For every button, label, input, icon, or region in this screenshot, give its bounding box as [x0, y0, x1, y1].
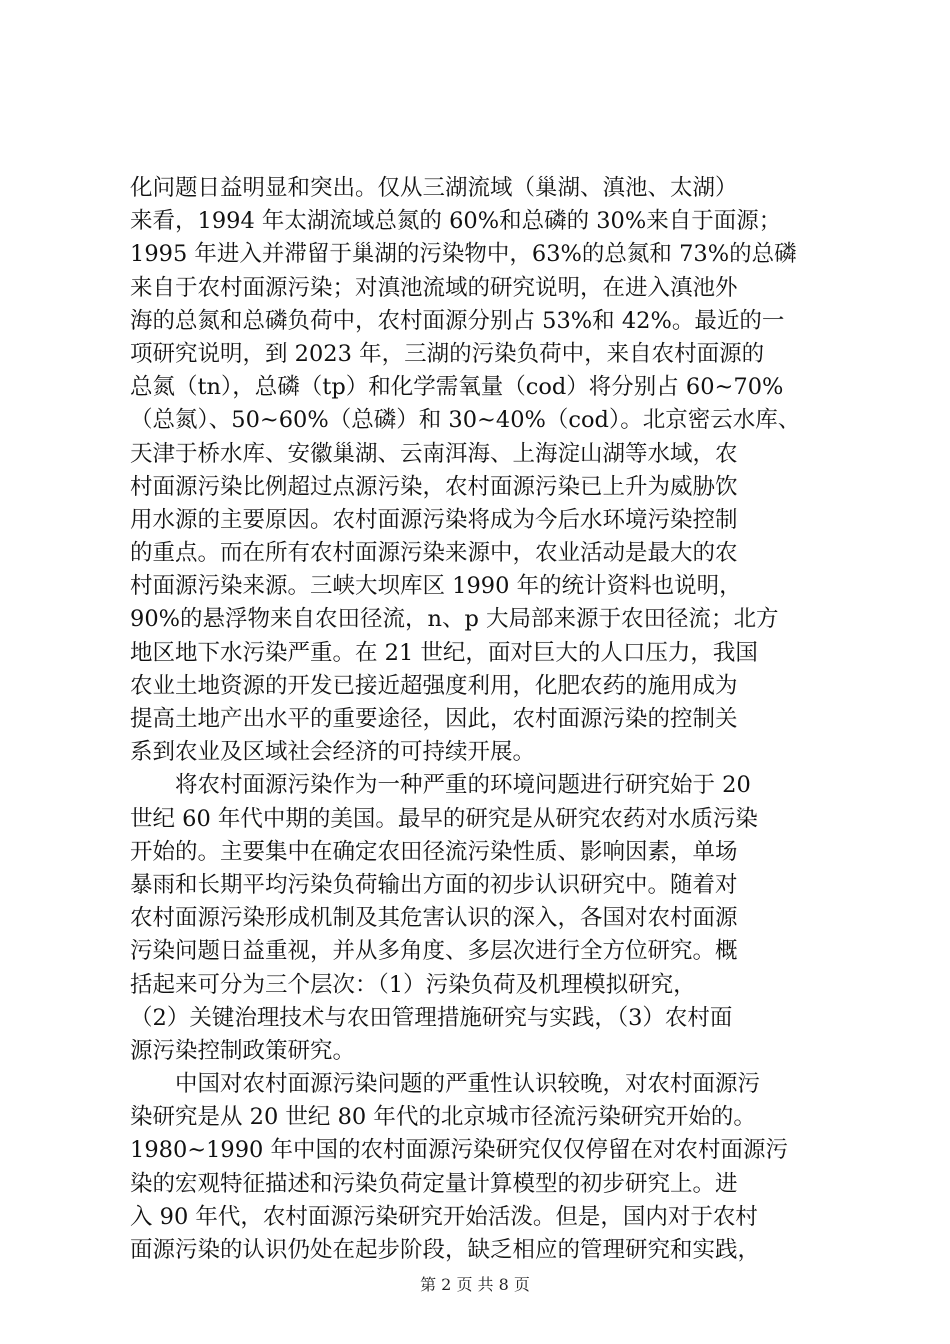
text-line: 村面源污染来源。三峡大坝库区 1990 年的统计资料也说明，	[130, 573, 742, 600]
text-line: 开始的。主要集中在确定农田径流污染性质、影响因素，单场	[130, 838, 738, 865]
text-line: 用水源的主要原因。农村面源污染将成为今后水环境污染控制	[130, 506, 738, 533]
text-line: 1980~1990 年中国的农村面源污染研究仅仅停留在对农村面源污	[130, 1137, 789, 1164]
text-line: 括起来可分为三个层次：（1）污染负荷及机理模拟研究，	[130, 971, 696, 998]
text-line: 天津于桥水库、安徽巢湖、云南洱海、上海淀山湖等水域，农	[130, 440, 738, 467]
text-line: 入 90 年代，农村面源污染研究开始活泼。但是，国内对于农村	[130, 1203, 758, 1230]
text-line: 系到农业及区域社会经济的可持续开展。	[130, 739, 536, 766]
text-line: 的重点。而在所有农村面源污染来源中，农业活动是最大的农	[130, 540, 738, 567]
text-line: 来看，1994 年太湖流域总氮的 60%和总磷的 30%来自于面源；	[130, 208, 782, 235]
text-line: 90%的悬浮物来自农田径流，n、p 大局部来源于农田径流；北方	[130, 606, 779, 633]
text-line: 来自于农村面源污染；对滇池流域的研究说明，在进入滇池外	[130, 274, 738, 301]
text-line: 染的宏观特征描述和污染负荷定量计算模型的初步研究上。进	[130, 1170, 738, 1197]
text-line: 面源污染的认识仍处在起步阶段，缺乏相应的管理研究和实践，	[130, 1237, 761, 1263]
text-line: 中国对农村面源污染问题的严重性认识较晚，对农村面源污	[130, 1071, 761, 1098]
text-line: 1995 年进入并滞留于巢湖的污染物中，63%的总氮和 73%的总磷	[130, 241, 797, 268]
text-line: 项研究说明，到 2023 年，三湖的污染负荷中，来自农村面源的	[130, 340, 765, 367]
text-line: 地区地下水污染严重。在 21 世纪，面对巨大的人口压力，我国	[130, 639, 758, 666]
body-text	[130, 172, 830, 1267]
text-line: 总氮（tn），总磷（tp）和化学需氧量（cod）将分别占 60~70%	[130, 374, 784, 401]
text-line: 暴雨和长期平均污染负荷输出方面的初步认识研究中。随着对	[130, 871, 738, 898]
text-line: 村面源污染比例超过点源污染，农村面源污染已上升为威胁饮	[130, 473, 738, 500]
text-line: 农业土地资源的开发已接近超强度利用，化肥农药的施用成为	[130, 672, 738, 699]
text-line: 将农村面源污染作为一种严重的环境问题进行研究始于 20	[130, 772, 751, 799]
text-line: 海的总氮和总磷负荷中，农村面源分别占 53%和 42%。最近的一	[130, 307, 785, 334]
text-line: 世纪 60 年代中期的美国。最早的研究是从研究农药对水质污染	[130, 805, 758, 832]
text-line: 源污染控制政策研究。	[130, 1037, 356, 1064]
text-line: 污染问题日益重视，并从多角度、多层次进行全方位研究。概	[130, 938, 738, 965]
text-line: 化问题日益明显和突出。仅从三湖流域（巢湖、滇池、太湖）	[130, 175, 738, 201]
text-line: （2）关键治理技术与农田管理措施研究与实践，（3）农村面	[130, 1004, 733, 1031]
text-line: 染研究是从 20 世纪 80 年代的北京城市径流污染研究开始的。	[130, 1104, 756, 1131]
text-line: 农村面源污染形成机制及其危害认识的深入，各国对农村面源	[130, 905, 738, 932]
text-line: 提高土地产出水平的重要途径，因此，农村面源污染的控制关	[130, 706, 738, 732]
page-number-footer: 第 2 页 共 8 页	[420, 1275, 530, 1294]
text-line: （总氮）、50~60%（总磷）和 30~40%（cod）。北京密云水库、	[130, 407, 801, 434]
